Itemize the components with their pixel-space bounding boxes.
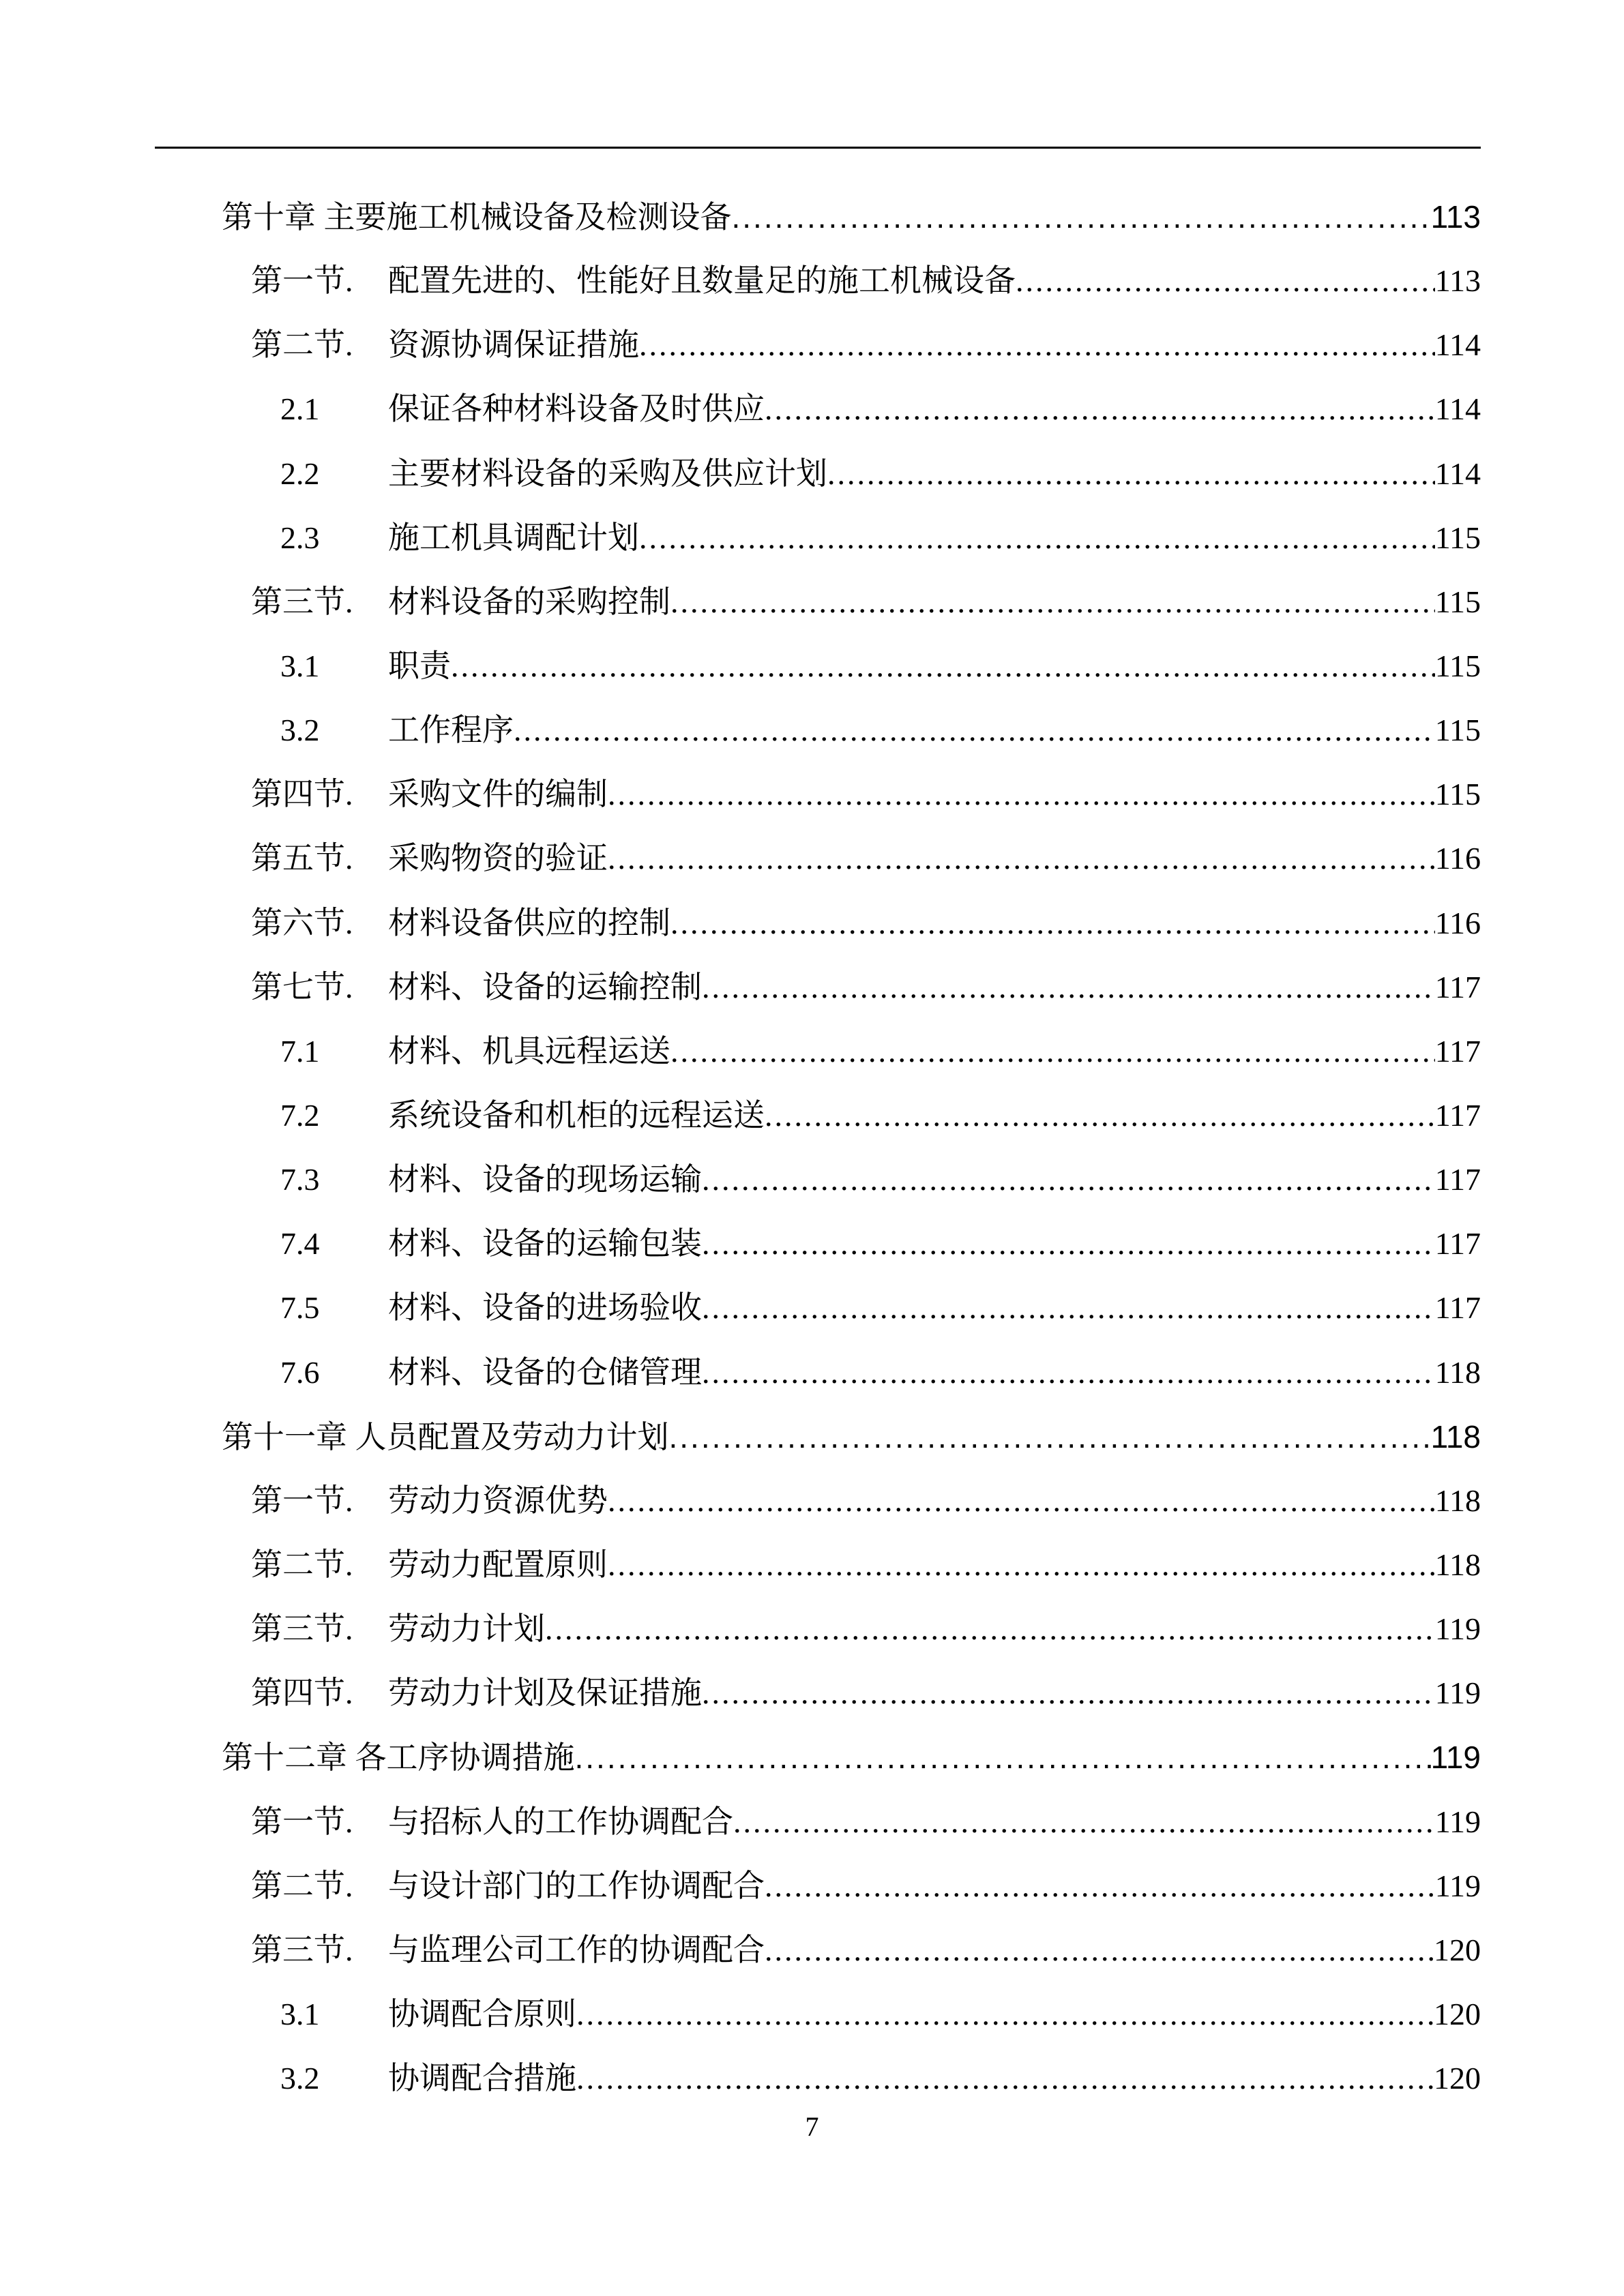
toc-entry-sub[interactable]: [0, 1019, 1624, 1084]
toc-entry-page: 118: [1434, 1482, 1481, 1518]
toc-entry-title: 资源协调保证措施: [388, 327, 639, 363]
toc-entry-page: 114: [1434, 327, 1481, 363]
dot-leader: [765, 1918, 1434, 1982]
dot-leader: [608, 1469, 1435, 1533]
dot-leader: [545, 1597, 1435, 1661]
toc-entry-sub[interactable]: [0, 2046, 1624, 2111]
toc-entry-number: 3.2: [280, 2061, 320, 2096]
toc-entry-title: 第十一章 人员配置及劳动力计划: [222, 1419, 669, 1455]
toc-entry-title: 与设计部门的工作协调配合: [388, 1868, 765, 1903]
toc-entry-number: 第四节.: [251, 1675, 353, 1711]
toc-entry-page: 115: [1434, 713, 1481, 748]
toc-entry-number: 第二节.: [251, 1547, 353, 1582]
toc-entry-sub[interactable]: [0, 1148, 1624, 1212]
toc-entry-title: 配置先进的、性能好且数量足的施工机械设备: [388, 263, 1016, 299]
toc-entry-title: 与监理公司工作的协调配合: [388, 1932, 765, 1967]
dot-leader: [765, 1084, 1435, 1148]
toc-entry-page: 119: [1434, 1611, 1481, 1647]
dot-leader: [702, 1341, 1435, 1405]
toc-entry-page: 120: [1434, 2061, 1481, 2096]
toc-entry-page: 120: [1434, 1996, 1481, 2031]
toc-entry-sub[interactable]: [0, 506, 1624, 570]
dot-leader: [670, 570, 1435, 634]
toc-entry-section[interactable]: [0, 1533, 1624, 1597]
toc-entry-section[interactable]: [0, 1918, 1624, 1982]
toc-entry-page: 113: [1434, 263, 1481, 299]
toc-entry-page: 116: [1434, 905, 1481, 940]
dot-leader: [670, 891, 1435, 955]
toc-entry-page: 114: [1434, 456, 1481, 491]
toc-entry-title: 施工机具调配计划: [388, 520, 639, 555]
toc-entry-title: 采购物资的验证: [388, 841, 608, 876]
toc-entry-number: 7.2: [280, 1097, 320, 1133]
dot-leader: [576, 2046, 1434, 2111]
toc-entry-page: 120: [1434, 1932, 1481, 1967]
page-number: 7: [805, 2111, 819, 2142]
dot-leader: [702, 955, 1435, 1019]
dot-leader: [733, 1790, 1435, 1854]
dot-leader: [576, 1982, 1434, 2046]
toc-entry-title: 与招标人的工作协调配合: [388, 1804, 733, 1839]
toc-entry-number: 2.2: [280, 456, 320, 491]
toc-entry-section[interactable]: [0, 891, 1624, 955]
toc-entry-title: 材料、设备的现场运输: [388, 1162, 702, 1197]
toc-entry-number: 3.1: [280, 1996, 320, 2031]
toc-entry-number: 第二节.: [251, 1868, 353, 1903]
toc-entry-number: 第四节.: [251, 777, 353, 812]
toc-entry-section[interactable]: [0, 826, 1624, 891]
dot-leader: [765, 377, 1435, 441]
dot-leader: [670, 1019, 1435, 1084]
toc-entry-title: 保证各种材料设备及时供应: [388, 391, 765, 427]
toc-entry-title: 劳动力计划: [388, 1611, 545, 1647]
toc-entry-number: 第一节.: [251, 1804, 353, 1839]
toc-entry-title: 职责: [388, 648, 451, 683]
dot-leader: [608, 1533, 1435, 1597]
toc-entry-page: 113: [1430, 199, 1481, 235]
toc-entry-title: 劳动力配置原则: [388, 1547, 608, 1582]
toc-entry-page: 116: [1434, 841, 1481, 876]
toc-entry-number: 2.1: [280, 391, 320, 427]
toc-entry-chapter[interactable]: [0, 1405, 1624, 1469]
toc-entry-page: 115: [1434, 648, 1481, 683]
toc-entry-page: 119: [1430, 1740, 1481, 1776]
toc-entry-page: 115: [1434, 584, 1481, 619]
toc-entry-title: 劳动力资源优势: [388, 1482, 608, 1518]
toc-entry-title: 材料设备的采购控制: [388, 584, 670, 619]
toc-entry-title: 协调配合措施: [388, 2061, 576, 2096]
toc-entry-number: 7.1: [280, 1033, 320, 1069]
toc-entry-number: 7.6: [280, 1354, 320, 1390]
dot-leader: [639, 506, 1435, 570]
toc-entry-title: 系统设备和机柜的远程运送: [388, 1097, 765, 1133]
toc-entry-page: 117: [1434, 969, 1481, 1004]
toc-entry-sub[interactable]: [0, 698, 1624, 762]
toc-entry-chapter[interactable]: [0, 1725, 1624, 1789]
toc-entry-number: 第三节.: [251, 584, 353, 619]
dot-leader: [702, 1661, 1435, 1725]
dot-leader: [702, 1148, 1435, 1212]
toc-entry-page: 119: [1434, 1675, 1481, 1711]
toc-entry-sub[interactable]: [0, 1982, 1624, 2046]
dot-leader: [732, 185, 1431, 249]
toc-entry-section[interactable]: [0, 313, 1624, 377]
toc-entry-page: 115: [1434, 520, 1481, 555]
toc-entry-page: 119: [1434, 1868, 1481, 1903]
toc-entry-number: 第六节.: [251, 905, 353, 940]
toc-entry-number: 第三节.: [251, 1932, 353, 1967]
toc-entry-section[interactable]: [0, 249, 1624, 313]
dot-leader: [702, 1276, 1435, 1340]
toc-entry-sub[interactable]: [0, 634, 1624, 698]
toc-entry-section[interactable]: [0, 1597, 1624, 1661]
toc-entry-title: 材料、设备的运输包装: [388, 1226, 702, 1262]
toc-entry-section[interactable]: [0, 1790, 1624, 1854]
toc-entry-page: 117: [1434, 1097, 1481, 1133]
toc-entry-page: 119: [1434, 1804, 1481, 1839]
dot-leader: [575, 1725, 1431, 1789]
toc-entry-title: 主要材料设备的采购及供应计划: [388, 456, 827, 491]
toc-entry-number: 第三节.: [251, 1611, 353, 1647]
toc-entry-number: 第五节.: [251, 841, 353, 876]
toc-entry-page: 117: [1434, 1033, 1481, 1069]
dot-leader: [514, 698, 1435, 762]
toc-entry-sub[interactable]: [0, 1276, 1624, 1340]
dot-leader: [702, 1212, 1435, 1276]
dot-leader: [1016, 249, 1435, 313]
toc-entry-title: 协调配合原则: [388, 1996, 576, 2031]
toc-entry-page: 117: [1434, 1162, 1481, 1197]
toc-entry-section[interactable]: [0, 1661, 1624, 1725]
toc-entry-title: 第十二章 各工序协调措施: [222, 1740, 575, 1776]
toc-entry-number: 7.4: [280, 1226, 320, 1262]
dot-leader: [827, 442, 1435, 506]
toc-entry-sub[interactable]: [0, 1212, 1624, 1276]
toc-entry-title: 劳动力计划及保证措施: [388, 1675, 702, 1711]
dot-leader: [639, 313, 1435, 377]
toc-entry-number: 第二节.: [251, 327, 353, 363]
toc-entry-number: 3.1: [280, 648, 320, 683]
toc-entry-number: 2.3: [280, 520, 320, 555]
toc-entry-title: 第十章 主要施工机械设备及检测设备: [222, 200, 732, 235]
dot-leader: [669, 1405, 1431, 1469]
toc-entry-number: 第七节.: [251, 969, 353, 1004]
toc-entry-section[interactable]: [0, 1469, 1624, 1533]
toc-entry-page: 118: [1434, 1354, 1481, 1390]
toc-entry-title: 采购文件的编制: [388, 777, 608, 812]
dot-leader: [608, 762, 1435, 826]
toc-entry-page: 118: [1434, 1547, 1481, 1582]
toc-entry-title: 材料、设备的进场验收: [388, 1290, 702, 1326]
toc-entry-title: 工作程序: [388, 713, 514, 748]
toc-entry-number: 7.3: [280, 1162, 320, 1197]
dot-leader: [765, 1854, 1435, 1918]
toc-entry-number: 3.2: [280, 713, 320, 748]
toc-entry-page: 117: [1434, 1290, 1481, 1326]
toc-entry-sub[interactable]: [0, 377, 1624, 441]
toc-entry-page: 117: [1434, 1226, 1481, 1262]
toc-entry-title: 材料、设备的运输控制: [388, 969, 702, 1004]
toc-entry-page: 115: [1434, 777, 1481, 812]
toc-entry-title: 材料、设备的仓储管理: [388, 1354, 702, 1390]
dot-leader: [451, 634, 1435, 698]
toc-entry-sub[interactable]: [0, 1084, 1624, 1148]
toc-entry-sub[interactable]: [0, 442, 1624, 506]
toc-entry-title: 材料、机具远程运送: [388, 1033, 670, 1069]
toc-entry-title: 材料设备供应的控制: [388, 905, 670, 940]
toc-entry-section[interactable]: [0, 570, 1624, 634]
toc-entry-sub[interactable]: [0, 1341, 1624, 1405]
header-rule: [155, 147, 1481, 149]
toc-entry-page: 114: [1434, 391, 1481, 427]
toc-entry-chapter[interactable]: [0, 185, 1624, 249]
toc-entry-section[interactable]: [0, 955, 1624, 1019]
table-of-contents: [0, 185, 1624, 2111]
toc-entry-number: 第一节.: [251, 263, 353, 299]
toc-entry-number: 7.5: [280, 1290, 320, 1326]
dot-leader: [608, 826, 1435, 891]
toc-entry-section[interactable]: [0, 1854, 1624, 1918]
toc-entry-page: 118: [1430, 1418, 1481, 1455]
toc-entry-number: 第一节.: [251, 1482, 353, 1518]
toc-entry-section[interactable]: [0, 762, 1624, 826]
